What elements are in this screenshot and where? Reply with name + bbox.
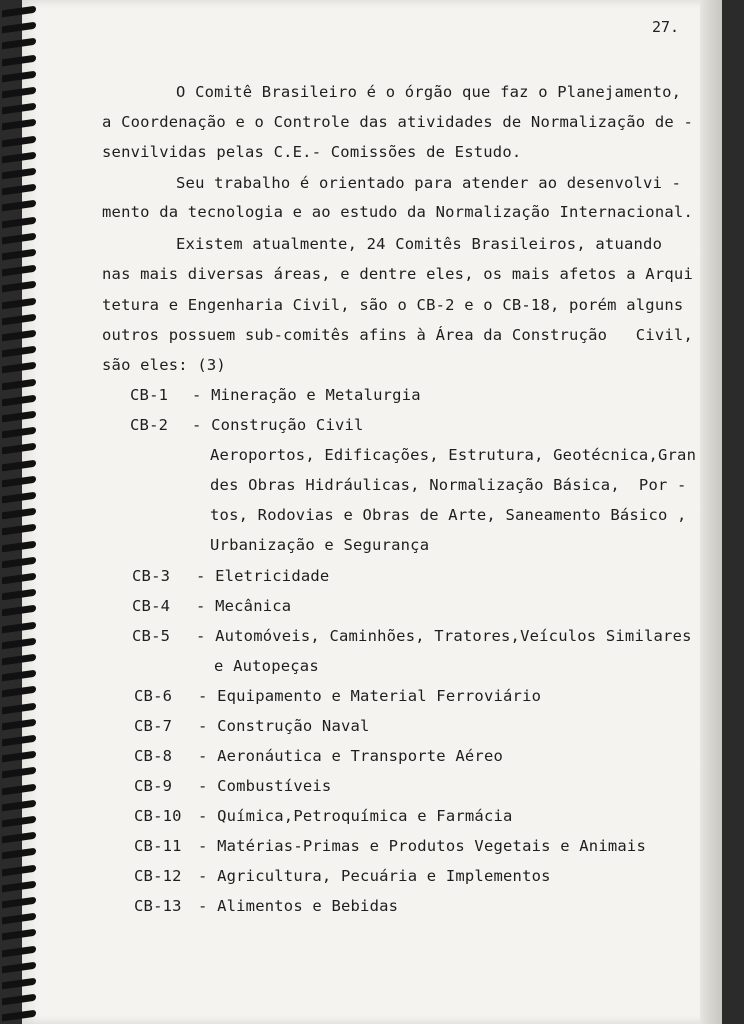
- committee-name: - Mineração e Metalurgia: [192, 386, 421, 404]
- binding-coil: [2, 362, 36, 374]
- binding-coil: [2, 313, 36, 325]
- committee-detail: Aeroportos, Edificações, Estrutura, Geotécnica,Gran: [210, 446, 697, 464]
- binding-coil: [2, 38, 36, 50]
- binding-coil: [2, 443, 36, 455]
- page-number: 27.: [652, 18, 680, 36]
- paragraph-line: tetura e Engenharia Civil, são o CB-2 e o CB-18, porém alguns: [102, 296, 684, 314]
- binding-coil: [2, 880, 36, 892]
- committee-detail: des Obras Hidráulicas, Normalização Básica, Por -: [210, 476, 687, 494]
- binding-coil: [2, 718, 36, 730]
- committee-name: - Construção Naval: [198, 717, 370, 735]
- binding-coil: [2, 394, 36, 406]
- binding-coil: [2, 459, 36, 471]
- binding-coil: [2, 297, 36, 309]
- binding-coil: [2, 751, 36, 763]
- binding-coil: [2, 22, 36, 34]
- binding-coil: [2, 573, 36, 585]
- binding-coil: [2, 281, 36, 293]
- binding-coil: [2, 232, 36, 244]
- paragraph-line: nas mais diversas áreas, e dentre eles, os mais afetos a Arqui: [102, 265, 693, 283]
- binding-coil: [2, 524, 36, 536]
- paragraph-line: são eles: (3): [102, 356, 226, 374]
- binding-coil: [2, 411, 36, 423]
- committee-name: - Aeronáutica e Transporte Aéreo: [198, 747, 504, 765]
- binding-coil: [2, 589, 36, 601]
- binding-coil: [2, 799, 36, 811]
- committee-code: CB-12: [134, 867, 182, 885]
- committee-code: CB-6: [134, 687, 173, 705]
- committee-code: CB-13: [134, 897, 182, 915]
- binding-coil: [2, 670, 36, 682]
- binding-coil: [2, 848, 36, 860]
- binding-coil: [2, 735, 36, 747]
- binding-coil: [2, 605, 36, 617]
- committee-name: - Combustíveis: [198, 777, 332, 795]
- binding-coil: [2, 492, 36, 504]
- binding-coil: [2, 249, 36, 261]
- committee-code: CB-2: [130, 416, 169, 434]
- binding-coil: [2, 654, 36, 666]
- committee-code: CB-4: [132, 597, 171, 615]
- binding-coil: [2, 135, 36, 147]
- binding-coil: [2, 265, 36, 277]
- binding-coil: [2, 961, 36, 973]
- paragraph-line: Existem atualmente, 24 Comitês Brasileiros, atuando: [176, 235, 663, 253]
- committee-name: - Mecânica: [196, 597, 292, 615]
- committee-code: CB-5: [132, 627, 171, 645]
- committee-name: - Matérias-Primas e Produtos Vegetais e Animais: [198, 837, 646, 855]
- committee-name: - Alimentos e Bebidas: [198, 897, 399, 915]
- paragraph-line: mento da tecnologia e ao estudo da Normalização Internacional.: [102, 203, 693, 221]
- paragraph-line: Seu trabalho é orientado para atender ao desenvolvi -: [176, 174, 682, 192]
- binding-coil: [2, 508, 36, 520]
- paragraph-line: outros possuem sub-comitês afins à Área da Construção Civil,: [102, 326, 693, 344]
- binding-coil: [2, 70, 36, 82]
- committee-code: CB-1: [130, 386, 169, 404]
- document-page: [22, 0, 722, 1024]
- binding-coil: [2, 783, 36, 795]
- binding-coil: [2, 945, 36, 957]
- binding-coil: [2, 378, 36, 390]
- committee-code: CB-7: [134, 717, 173, 735]
- binding-coil: [2, 87, 36, 99]
- page-edge: [700, 0, 722, 1024]
- committee-detail: tos, Rodovias e Obras de Arte, Saneamento Básico ,: [210, 506, 687, 524]
- binding-coil: [2, 929, 36, 941]
- committee-name: - Construção Civil: [192, 416, 364, 434]
- committee-code: CB-9: [134, 777, 173, 795]
- binding-coil: [2, 119, 36, 131]
- committee-code: CB-3: [132, 567, 171, 585]
- binding-coil: [2, 200, 36, 212]
- binding-coil: [2, 994, 36, 1006]
- binding-coil: [2, 151, 36, 163]
- binding-coil: [2, 330, 36, 342]
- committee-name: - Química,Petroquímica e Farmácia: [198, 807, 513, 825]
- binding-coil: [2, 427, 36, 439]
- spiral-binding: [0, 0, 44, 1024]
- committee-name: - Eletricidade: [196, 567, 330, 585]
- binding-coil: [2, 1010, 36, 1022]
- binding-coil: [2, 832, 36, 844]
- committee-code: CB-11: [134, 837, 182, 855]
- committee-detail: e Autopeças: [214, 657, 319, 675]
- binding-coil: [2, 767, 36, 779]
- binding-coil: [2, 168, 36, 180]
- binding-coil: [2, 864, 36, 876]
- binding-coil: [2, 103, 36, 115]
- binding-coil: [2, 346, 36, 358]
- committee-name: - Automóveis, Caminhões, Tratores,Veículos Similares: [196, 627, 692, 645]
- binding-coil: [2, 216, 36, 228]
- committee-detail: Urbanização e Segurança: [210, 536, 430, 554]
- binding-coil: [2, 637, 36, 649]
- committee-name: - Equipamento e Material Ferroviário: [198, 687, 542, 705]
- paragraph-line: a Coordenação e o Controle das atividades de Normalização de -: [102, 113, 693, 131]
- binding-coil: [2, 556, 36, 568]
- binding-coil: [2, 54, 36, 66]
- binding-coil: [2, 978, 36, 990]
- committee-name: - Agricultura, Pecuária e Implementos: [198, 867, 551, 885]
- binding-coil: [2, 913, 36, 925]
- paragraph-line: senvilvidas pelas C.E.- Comissões de Estudo.: [102, 143, 522, 161]
- committee-code: CB-8: [134, 747, 173, 765]
- binding-coil: [2, 686, 36, 698]
- binding-coil: [2, 540, 36, 552]
- binding-coil: [2, 816, 36, 828]
- binding-coil: [2, 897, 36, 909]
- binding-coil: [2, 702, 36, 714]
- binding-coil: [2, 184, 36, 196]
- binding-coil: [2, 621, 36, 633]
- committee-code: CB-10: [134, 807, 182, 825]
- paragraph-line: O Comitê Brasileiro é o órgão que faz o Planejamento,: [176, 83, 682, 101]
- binding-coil: [2, 475, 36, 487]
- binding-coil: [2, 6, 36, 18]
